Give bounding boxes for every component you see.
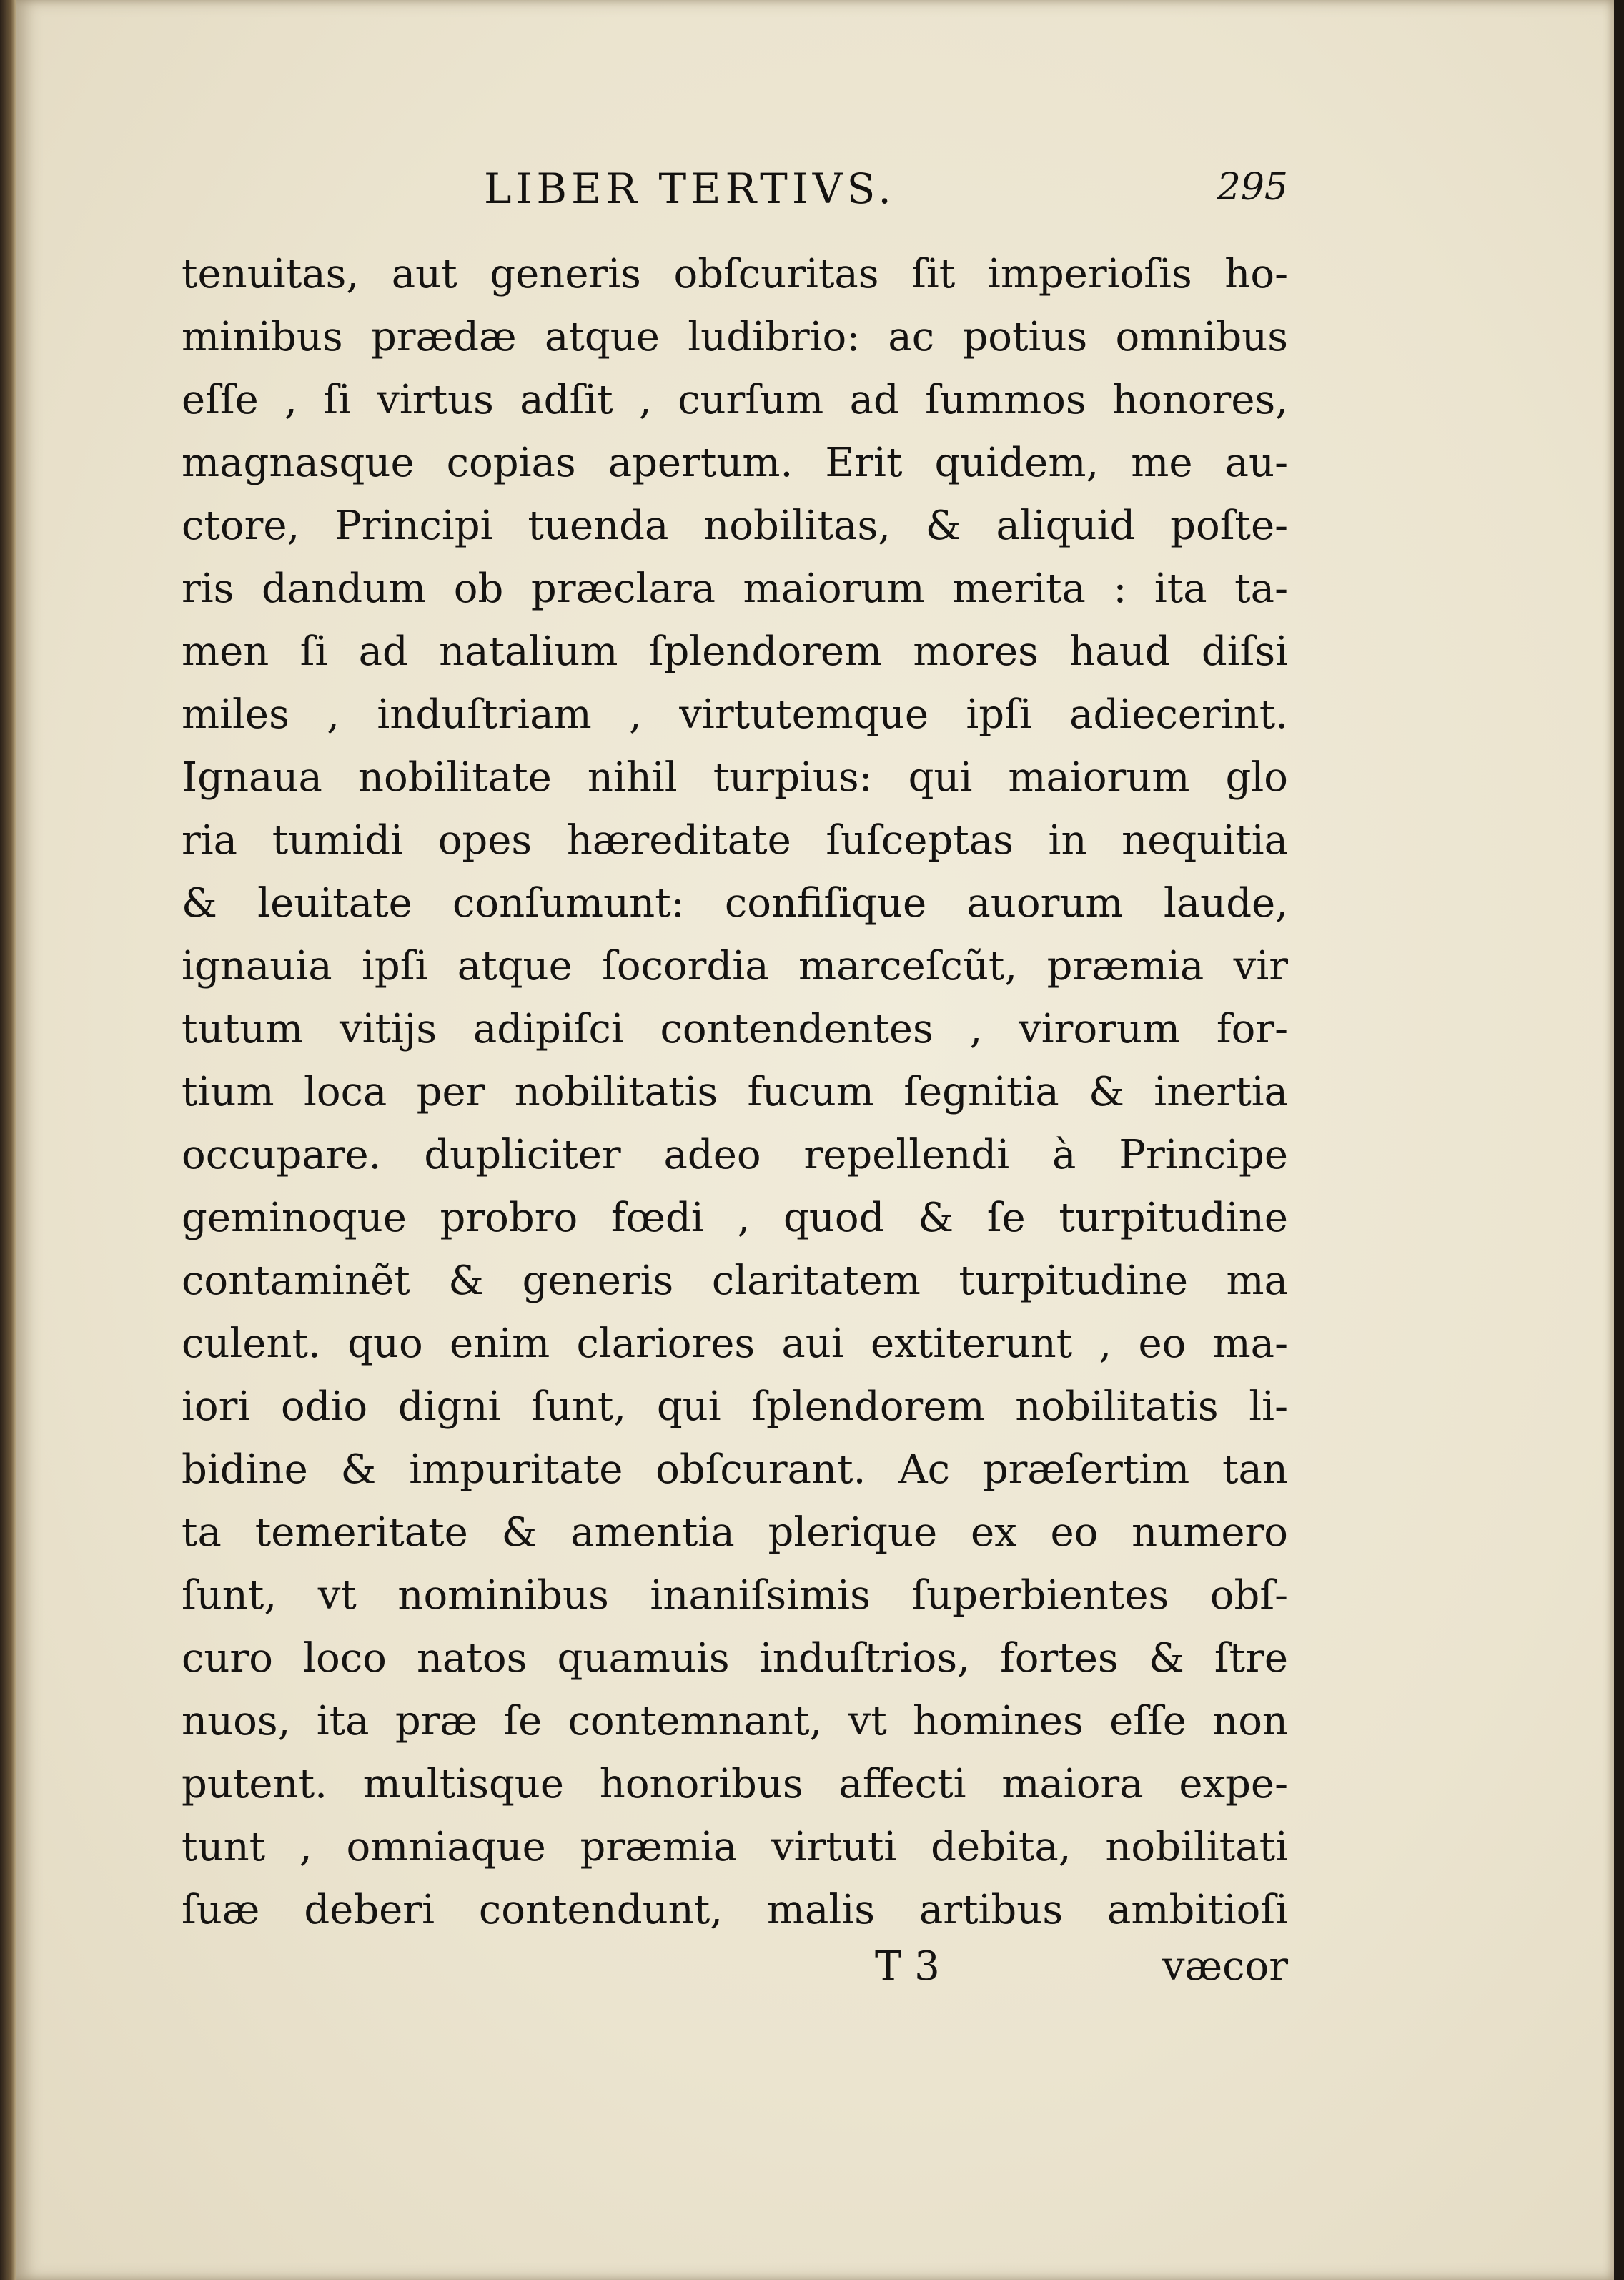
text-line: minibus prædæ atque ludibrio: ac potius omnibus xyxy=(182,314,1288,360)
text-line: tium loca per nobilitatis fucum ſegnitia & inertia xyxy=(182,1069,1288,1115)
text-line: ta temeritate & amentia plerique ex eo numero xyxy=(182,1509,1288,1556)
text-line: miles , induſtriam , virtutemque ipſi adiecerint. xyxy=(182,691,1288,738)
text-line: tenuitas, aut generis obſcuritas ſit imperioſis ho- xyxy=(182,251,1288,297)
text-line: ſuæ deberi contendunt, malis artibus ambitioſi xyxy=(182,1887,1288,1933)
text-line: geminoque probro fœdi , quod & ſe turpitudine xyxy=(182,1195,1288,1241)
signature-mark: T 3 xyxy=(875,1943,940,1990)
text-line: occupare. dupliciter adeo repellendi à Principe xyxy=(182,1132,1288,1178)
text-line: magnasque copias apertum. Erit quidem, me au- xyxy=(182,440,1288,486)
text-line: curo loco natos quamuis induſtrios, fortes & ſtre xyxy=(182,1635,1288,1682)
binding-edge xyxy=(0,0,16,2280)
paper-sheet xyxy=(16,0,1614,2280)
page-number: 295 xyxy=(1217,166,1288,209)
text-line: bidine & impuritate obſcurant. Ac præſertim tan xyxy=(182,1446,1288,1493)
text-line: ſunt, vt nominibus inaniſsimis ſuperbientes obſ- xyxy=(182,1572,1288,1619)
page-header xyxy=(330,159,1288,223)
text-line: tunt , omniaque præmia virtuti debita, nobilitati xyxy=(182,1824,1288,1870)
text-line: & leuitate conſumunt: confiſique auorum laude, xyxy=(182,880,1288,927)
text-line: ctore, Principi tuenda nobilitas, & aliquid poſte- xyxy=(182,503,1288,549)
text-line: eſſe , ſi virtus adſit , curſum ad ſummos honores, xyxy=(182,377,1288,423)
text-line: Ignaua nobilitate nihil turpius: qui maiorum glo xyxy=(182,754,1288,801)
text-line: tutum vitijs adipiſci contendentes , virorum for- xyxy=(182,1006,1288,1052)
text-block xyxy=(182,243,1288,1942)
text-line: culent. quo enim clariores aui extiterunt , eo ma- xyxy=(182,1321,1288,1367)
text-line: putent. multisque honoribus affecti maiora expe- xyxy=(182,1761,1288,1807)
text-line: ria tumidi opes hæreditate ſuſceptas in nequitia xyxy=(182,817,1288,864)
text-line: iori odio digni ſunt, qui ſplendorem nobilitatis li- xyxy=(182,1383,1288,1430)
text-line: ris dandum ob præclara maiorum merita : ita ta- xyxy=(182,566,1288,612)
running-title: LIBER TERTIVS. xyxy=(484,164,896,213)
text-line: men ſi ad natalium ſplendorem mores haud diſsi xyxy=(182,628,1288,675)
text-line: nuos, ita præ ſe contemnant, vt homines eſſe non xyxy=(182,1698,1288,1744)
catchword: væcor xyxy=(1162,1943,1288,1990)
page-footer xyxy=(182,1943,1288,2008)
text-line: ignauia ipſi atque ſocordia marceſcũt, præmia vir xyxy=(182,943,1288,990)
text-line: contaminẽt & generis claritatem turpitudine ma xyxy=(182,1258,1288,1304)
